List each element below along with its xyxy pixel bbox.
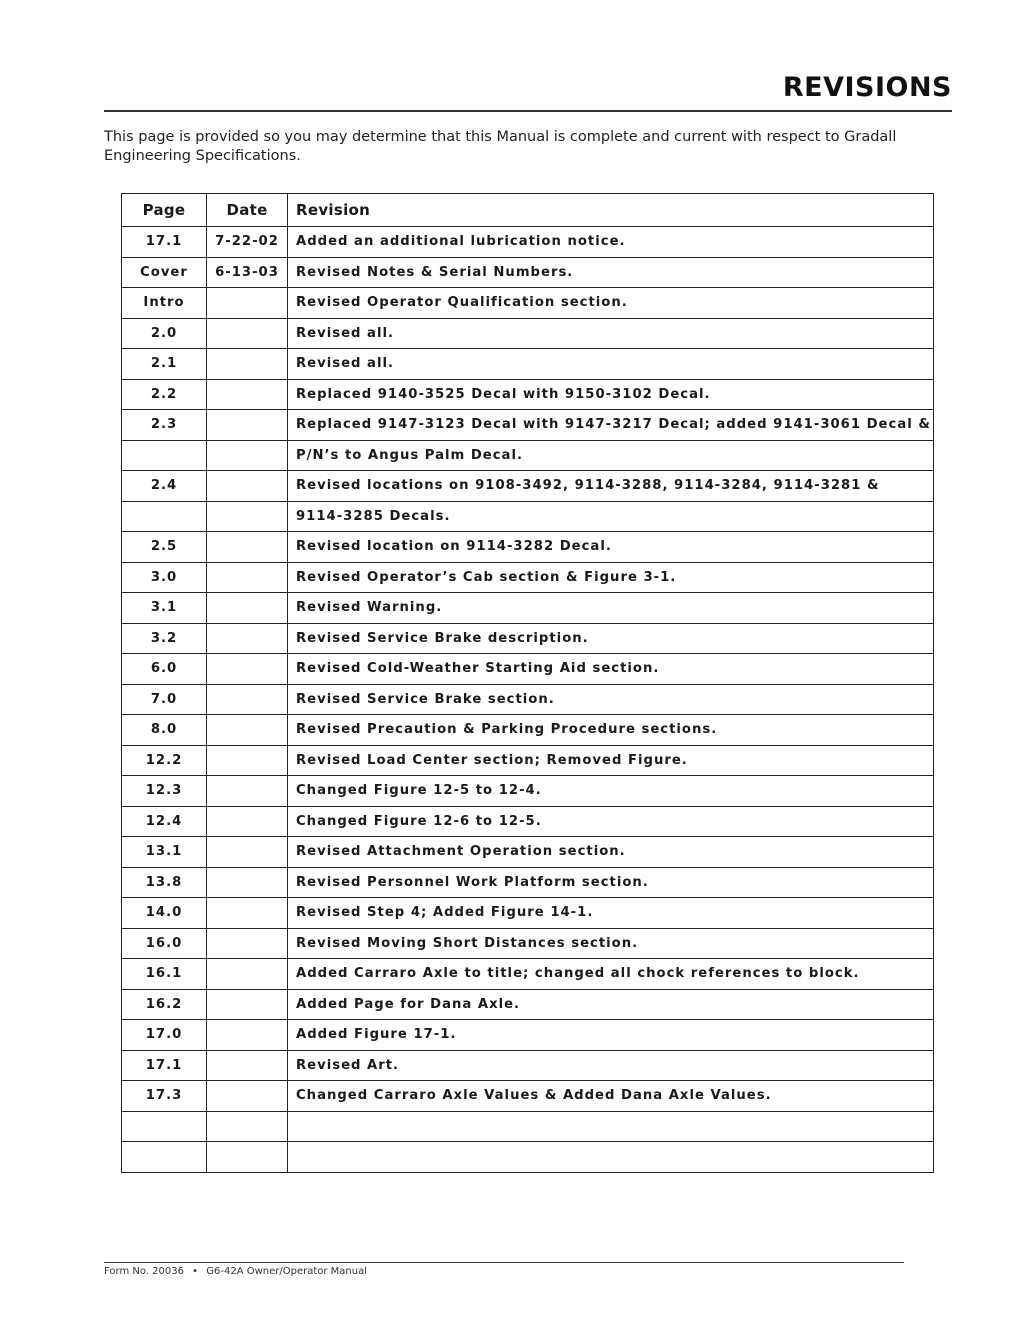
cell-revision: Revised Attachment Operation section. xyxy=(288,837,934,868)
table-row xyxy=(122,379,934,410)
cell-revision: Revised locations on 9108-3492, 9114-3288, 9114-3284, 9114-3281 & xyxy=(288,471,934,502)
cell-date xyxy=(207,471,288,502)
cell-page: 17.3 xyxy=(122,1081,207,1112)
cell-date xyxy=(207,1142,288,1173)
cell-revision: Revised Service Brake section. xyxy=(288,684,934,715)
cell-date xyxy=(207,928,288,959)
cell-page xyxy=(122,501,207,532)
cell-revision: Added Carraro Axle to title; changed all chock references to block. xyxy=(288,959,934,990)
cell-page: 8.0 xyxy=(122,715,207,746)
cell-date xyxy=(207,806,288,837)
cell-revision xyxy=(288,1142,934,1173)
table-row xyxy=(122,1050,934,1081)
revisions-table xyxy=(121,193,934,1173)
cell-revision: Changed Figure 12-5 to 12-4. xyxy=(288,776,934,807)
table-row xyxy=(122,227,934,258)
manual-name: G6-42A Owner/Operator Manual xyxy=(206,1266,368,1277)
cell-date xyxy=(207,623,288,654)
cell-revision: Revised Cold-Weather Starting Aid section. xyxy=(288,654,934,685)
cell-date xyxy=(207,684,288,715)
cell-date xyxy=(207,1111,288,1142)
cell-revision: Changed Carraro Axle Values & Added Dana Axle Values. xyxy=(288,1081,934,1112)
table-row xyxy=(122,1020,934,1051)
cell-revision: Revised Art. xyxy=(288,1050,934,1081)
page-title: REVISIONS xyxy=(782,72,952,103)
cell-date xyxy=(207,288,288,319)
table-row xyxy=(122,684,934,715)
cell-date xyxy=(207,501,288,532)
table-row xyxy=(122,989,934,1020)
cell-page: 3.0 xyxy=(122,562,207,593)
cell-revision: Changed Figure 12-6 to 12-5. xyxy=(288,806,934,837)
cell-revision: Revised Load Center section; Removed Figure. xyxy=(288,745,934,776)
cell-revision: Revised Operator Qualification section. xyxy=(288,288,934,319)
table-row xyxy=(122,410,934,441)
table-row xyxy=(122,745,934,776)
form-number: Form No. 20036 xyxy=(104,1266,184,1277)
cell-page: Cover xyxy=(122,257,207,288)
intro-paragraph: This page is provided so you may determine that this Manual is complete and current with respect to Gradall Engineering Specifications. xyxy=(104,129,897,164)
cell-page: 13.8 xyxy=(122,867,207,898)
table-row xyxy=(122,806,934,837)
cell-revision: Revised Notes & Serial Numbers. xyxy=(288,257,934,288)
cell-page xyxy=(122,440,207,471)
table-row xyxy=(122,593,934,624)
cell-page: 6.0 xyxy=(122,654,207,685)
cell-revision: Revised Moving Short Distances section. xyxy=(288,928,934,959)
footer-separator: • xyxy=(192,1266,199,1277)
cell-revision: 9114-3285 Decals. xyxy=(288,501,934,532)
cell-date xyxy=(207,776,288,807)
cell-page: 2.4 xyxy=(122,471,207,502)
cell-date xyxy=(207,959,288,990)
table-row xyxy=(122,532,934,563)
cell-page: 16.1 xyxy=(122,959,207,990)
cell-date xyxy=(207,867,288,898)
cell-date xyxy=(207,562,288,593)
cell-page: 12.3 xyxy=(122,776,207,807)
cell-page: 16.0 xyxy=(122,928,207,959)
table-row xyxy=(122,776,934,807)
cell-date xyxy=(207,440,288,471)
column-header-page: Page xyxy=(122,194,207,227)
cell-date xyxy=(207,1050,288,1081)
cell-page: 2.2 xyxy=(122,379,207,410)
cell-page: 14.0 xyxy=(122,898,207,929)
table-row xyxy=(122,654,934,685)
cell-date xyxy=(207,379,288,410)
cell-date xyxy=(207,654,288,685)
cell-date xyxy=(207,898,288,929)
table-row xyxy=(122,349,934,380)
table-row xyxy=(122,1142,934,1173)
cell-page xyxy=(122,1142,207,1173)
cell-date xyxy=(207,1020,288,1051)
column-header-revision: Revision xyxy=(288,194,934,227)
table-row xyxy=(122,959,934,990)
cell-page: 12.4 xyxy=(122,806,207,837)
table-row xyxy=(122,715,934,746)
table-row xyxy=(122,471,934,502)
cell-date: 6-13-03 xyxy=(207,257,288,288)
cell-revision: Replaced 9140-3525 Decal with 9150-3102 Decal. xyxy=(288,379,934,410)
table-row xyxy=(122,562,934,593)
cell-date xyxy=(207,715,288,746)
title-divider xyxy=(104,110,952,112)
cell-revision: Revised all. xyxy=(288,318,934,349)
page-footer xyxy=(104,1266,367,1277)
cell-revision: Revised Step 4; Added Figure 14-1. xyxy=(288,898,934,929)
cell-date xyxy=(207,593,288,624)
cell-page: 17.1 xyxy=(122,227,207,258)
cell-date xyxy=(207,410,288,441)
cell-date xyxy=(207,837,288,868)
footer-divider xyxy=(104,1262,904,1263)
cell-revision: Revised all. xyxy=(288,349,934,380)
cell-revision xyxy=(288,1111,934,1142)
cell-date xyxy=(207,532,288,563)
cell-page: 2.0 xyxy=(122,318,207,349)
cell-page: 3.1 xyxy=(122,593,207,624)
cell-date xyxy=(207,349,288,380)
cell-revision: Added an additional lubrication notice. xyxy=(288,227,934,258)
cell-revision: Added Figure 17-1. xyxy=(288,1020,934,1051)
table-row xyxy=(122,867,934,898)
table-row xyxy=(122,928,934,959)
table-row xyxy=(122,501,934,532)
table-row xyxy=(122,318,934,349)
cell-revision: Revised Personnel Work Platform section. xyxy=(288,867,934,898)
cell-date xyxy=(207,745,288,776)
column-header-date: Date xyxy=(207,194,288,227)
table-row xyxy=(122,1111,934,1142)
table-row xyxy=(122,288,934,319)
table-header-row xyxy=(122,194,934,227)
cell-page: 17.0 xyxy=(122,1020,207,1051)
cell-date xyxy=(207,989,288,1020)
cell-revision: Revised location on 9114-3282 Decal. xyxy=(288,532,934,563)
cell-page: 2.3 xyxy=(122,410,207,441)
cell-date xyxy=(207,1081,288,1112)
cell-revision: Revised Operator’s Cab section & Figure 3-1. xyxy=(288,562,934,593)
cell-page xyxy=(122,1111,207,1142)
cell-page: 17.1 xyxy=(122,1050,207,1081)
cell-revision: Replaced 9147-3123 Decal with 9147-3217 Decal; added 9141-3061 Decal & xyxy=(288,410,934,441)
table-row xyxy=(122,257,934,288)
cell-date: 7-22-02 xyxy=(207,227,288,258)
cell-page: 2.1 xyxy=(122,349,207,380)
cell-page: 12.2 xyxy=(122,745,207,776)
cell-page: 13.1 xyxy=(122,837,207,868)
cell-revision: Revised Service Brake description. xyxy=(288,623,934,654)
cell-revision: Added Page for Dana Axle. xyxy=(288,989,934,1020)
table-row xyxy=(122,623,934,654)
table-row xyxy=(122,898,934,929)
cell-page: 3.2 xyxy=(122,623,207,654)
table-row xyxy=(122,1081,934,1112)
table-row xyxy=(122,440,934,471)
table-row xyxy=(122,837,934,868)
cell-page: 7.0 xyxy=(122,684,207,715)
cell-page: Intro xyxy=(122,288,207,319)
cell-date xyxy=(207,318,288,349)
cell-revision: Revised Precaution & Parking Procedure sections. xyxy=(288,715,934,746)
cell-revision: P/N’s to Angus Palm Decal. xyxy=(288,440,934,471)
cell-page: 2.5 xyxy=(122,532,207,563)
cell-page: 16.2 xyxy=(122,989,207,1020)
cell-revision: Revised Warning. xyxy=(288,593,934,624)
